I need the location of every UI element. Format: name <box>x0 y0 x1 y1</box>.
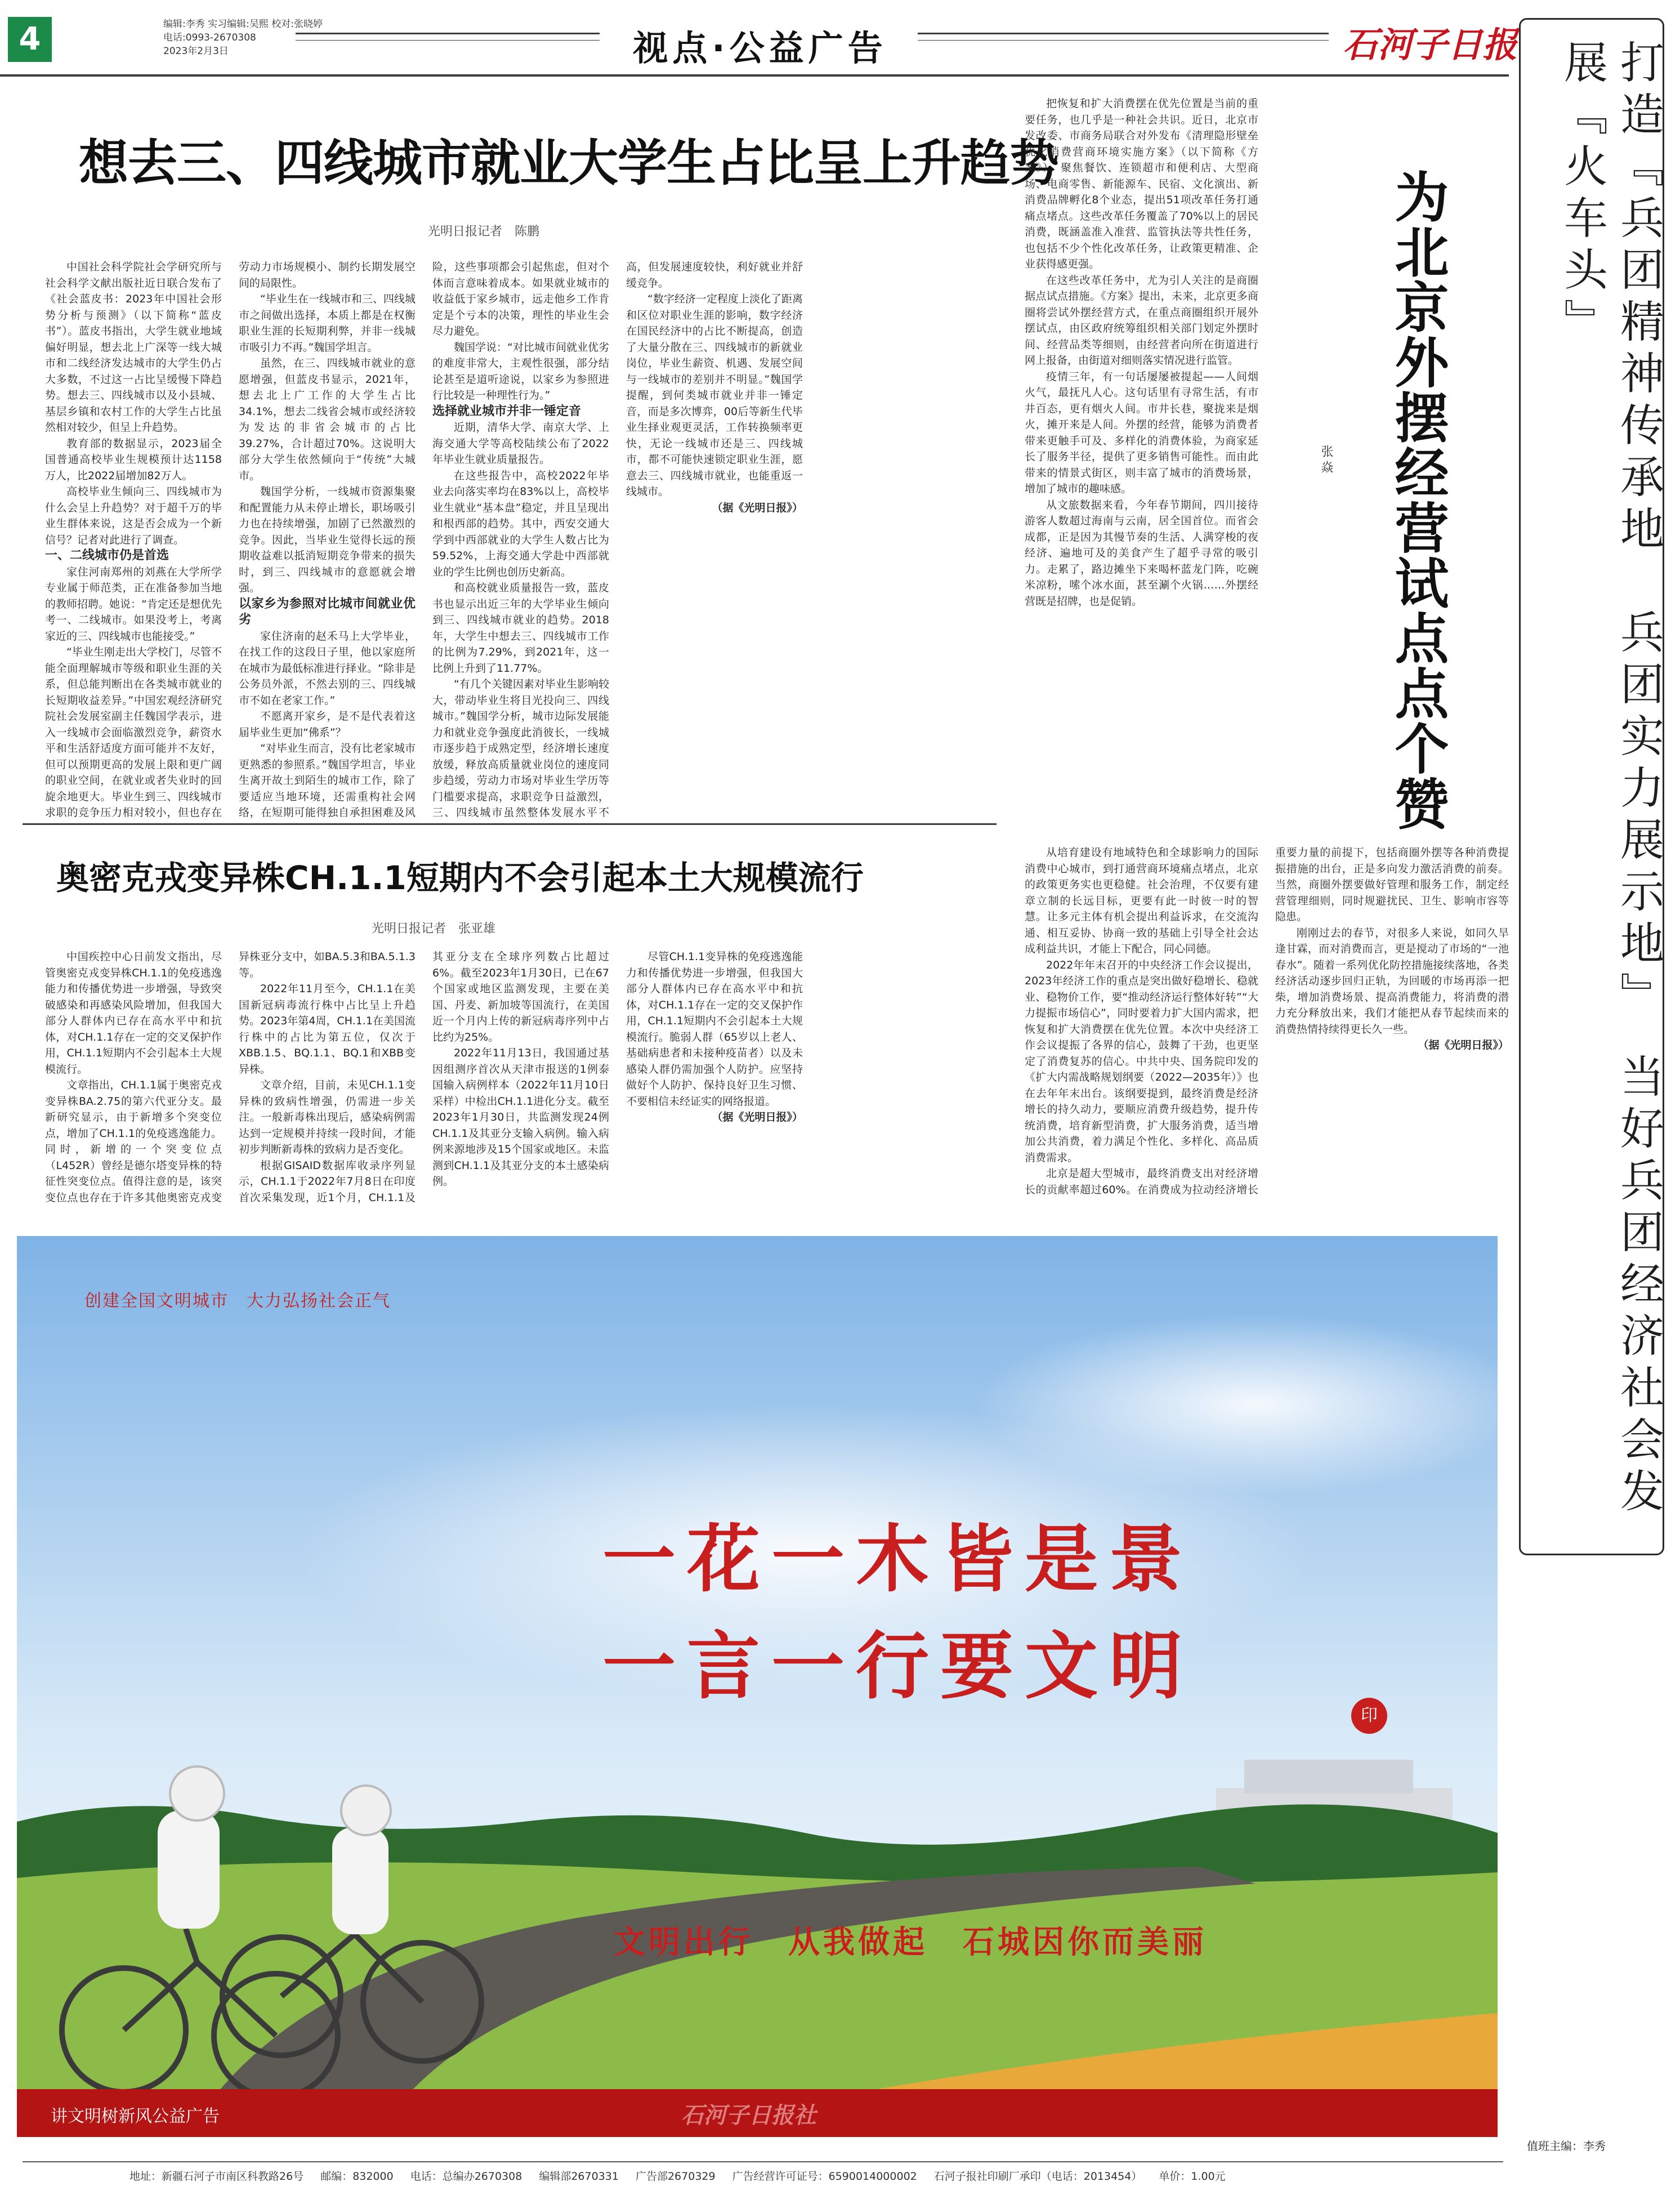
article-1-paragraph: 高校毕业生倾向三、四线城市为什么会呈上升趋势？对于超千万的毕业生群体来说，这是否会成为一个新信号？记者对此进行了调查。 <box>45 485 222 546</box>
ad-footer-logo: 石河子日报社 <box>681 2102 816 2129</box>
article-2-paragraph: 2022年11月13日，我国通过基因组测序首次从天津市报送的1例泰国输入病例样本（2022年11月10日采样）中检出CH.1.1进化分支。截至2023年1月30日，共监测发现24例CH.1.1及其亚分支输入病例。输入病例来源地涉及15个国家或地区。未监测到CH.1.1及其亚分支的本土感染病例。 <box>432 1047 609 1188</box>
article-2-paragraph: 2022年11月至今，CH.1.1在美国新冠病毒流行株中占比呈上升趋势。2023年第4周，CH.1.1在美国流行株中的占比为第五位，仅次于XBB.1.5、BQ.1.1、BQ.1和XBB变异株。 <box>239 983 415 1076</box>
header-rule-right <box>918 33 1329 41</box>
ad-building <box>1244 1760 1413 1794</box>
public-service-ad <box>17 1236 1498 2137</box>
article-2-source: （据《光明日报》） <box>712 1111 803 1123</box>
article-1-paragraph: “数字经济一定程度上淡化了距离和区位对职业生涯的影响，数字经济在国民经济中的占比不断提高，创造了大量分散在三、四线城市的新就业岗位，毕业生薪资、机遇、发展空间与一线城市的差别并不明显。”魏国学提醒，到何类城市就业并非一锤定音，而是多次博弈，00后等新生代毕业生择业观更灵活，工作转换频率更快，无论一线城市还是三、四线城市，都不可能快速锁定职业生涯，愿意去三、四线城市就业，也能重返一线城市。 <box>626 293 803 498</box>
article-1-paragraph: “有几个关键因素对毕业生影响较大，带动毕业生将目光投向三、四线城市。”魏国学分析，城市边际发展能力和就业竞争强度此消彼长，一线城市逐步趋于成熟定型，经济增长速度放缓，释放高质量就业岗位的速度同步趋缓，劳动力市场对毕业生学历等门槛要求提高，求职竞争日益激烈，三、四线城市虽然整体发展水平不高，但发展速度较快，利好就业并舒缓竞争。 <box>432 261 803 819</box>
sidebar-vertical-text: 打造『兵团精神传承地 兵团实力展示地』 当好兵团经济社会发展『火车头』 <box>1557 39 1664 1520</box>
footer-license: 广告经营许可证号：6590014000002 <box>732 2170 917 2183</box>
footer-printer: 石河子报社印刷厂承印（电话：2013454） <box>933 2170 1142 2183</box>
article-3-bottom-text <box>1025 845 1509 1211</box>
ad-headline-2: 一言一行要文明 <box>602 1623 1194 1709</box>
article-3-author: 张焱 <box>1319 445 1333 476</box>
article-3-paragraph: 把恢复和扩大消费摆在优先位置是当前的重要任务，也几乎是一种社会共识。近日，北京市发改委、市商务局联合对外发布《清理隐形壁垒优化消费营商环境实施方案》（以下简称《方案》），聚焦餐饮、连锁超市和便利店、大型商场、电商零售、新能源车、民宿、文化演出、新消费品牌孵化8个业态，提出51项改革任务打通痛点堵点。这些改革任务覆盖了70%以上的居民消费，既涵盖准入准营、监管执法等共性任务，也包括不少个性化改革任务，让政策更精准、企业获得感更强。 <box>1025 97 1258 270</box>
article-2-paragraph: 尽管CH.1.1变异株的免疫逃逸能力和传播优势进一步增强，但我国大部分人群体内已存在高水平中和抗体，对CH.1.1存在一定的交叉保护作用，CH.1.1短期内不会引起本土大规模流行。脆弱人群（65岁以上老人、基础病患者和未接种疫苗者）以及未感染人群仍需加强个人防护。应坚持做好个人防护、保持良好卫生习惯、不要相信未经证实的网络报道。 <box>626 951 803 1108</box>
article-1-paragraph: 近期，清华大学、南京大学、上海交通大学等高校陆续公布了2022年毕业生就业质量报告。 <box>432 421 609 466</box>
article-1-paragraph: “毕业生刚走出大学校门，尽管不能全面理解城市等级和职业生涯的关系，但总能判断出在各类城市就业的长短期收益差异。”中国宏观经济研究院社会发展室副主任魏国学表示，进入一线城市会面临激烈竞争，薪资水平和生活舒适度方面可能并不友好，但可以预期更高的发展上限和更广阔的职业空间，在就业或者失业时的回旋余地更大。毕业生到三、四线城市求职的竞争压力相对较小，但也存在劳动力市场规模小、制约长期发展空间的局限性。 <box>45 261 415 819</box>
article-1-paragraph: 魏国学说：“对比城市间就业优劣的难度非常大，主观性很强，部分结论甚至是道听途说，以家乡为参照进行比较是一种理性行为。” <box>432 341 609 401</box>
article-3-paragraph: 北京是超大型城市，最终消费支出对经济增长的贡献率超过60%。在消费成为拉动经济增长重要力量的前提下，包括商圈外摆等各种消费提振措施的出台，正是多向发力激活消费的前奏。当然，商圈外摆要做好管理和服务工作，制定经营管理细则，同时规避扰民、卫生、影响市容等隐患。 <box>1025 846 1509 1196</box>
duty-editor: 值班主编：李秀 <box>1527 2139 1606 2153</box>
article-1-subheading: 以家乡为参照对比城市间就业优劣 <box>239 596 415 627</box>
footer-rule <box>23 2161 1503 2162</box>
ad-footer-label: 讲文明树新风公益广告 <box>51 2107 220 2126</box>
article-1-paragraph: “毕业生在一线城市和三、四线城市之间做出选择，本质上都是在权衡职业生涯的长短期利弊，并非一线城市吸引力不再。”魏国学坦言。 <box>239 293 415 354</box>
article-2-paragraph: 文章介绍，目前，未见CH.1.1变异株的致病性增强，仍需进一步关注。一般新毒株出现后，感染病例需达到一定规模并持续一段时间，才能初步判断新毒株的致病力是否变化。 <box>239 1079 415 1156</box>
article-3-paragraph: 2022年年末召开的中央经济工作会议提出，2023年经济工作的重点是突出做好稳增长、稳就业、稳物价工作，要“推动经济运行整体好转”“大力提振市场信心”，同时要着力扩大国内需求，把恢复和扩大消费摆在优先位置。本次中央经济工作会议提振了各界的信心，鼓舞了干劲，也更坚定了消费复苏的信心。中共中央、国务院印发的《扩大内需战略规划纲要（2022—2035年）》也在去年年末出台。该纲要提到，最终消费是经济增长的持久动力，要顺应消费升级趋势，提升传统消费，培育新型消费，扩大服务消费，适当增加公共消费，着力满足个性化、多样化、高品质消费需求。 <box>1025 958 1258 1164</box>
article-2-body <box>45 949 997 1208</box>
header-editors: 编辑:李秀 实习编辑:吴熙 校对:张晓婷 <box>163 19 323 30</box>
article-2-paragraph: 中国疾控中心日前发文指出，尽管奥密克戎变异株CH.1.1的免疫逃逸能力和传播优势进一步增强，导致突破感染和再感染风险增加，但我国大部分人群体内已存在高水平中和抗体，对CH.1.1存在一定的交叉保护作用，CH.1.1短期内不会引起本土大规模流行。 <box>45 951 222 1076</box>
article-3 <box>1013 84 1509 1216</box>
article-1-paragraph: 不愿离开家乡，是不是代表着这届毕业生更加“佛系”？ <box>239 710 415 739</box>
article-1-paragraph: 魏国学分析，一线城市资源集聚和配置能力从未停止增长，职场吸引力也在持续增强，加剧了已然激烈的竞争。因此，当毕业生觉得长远的预期收益难以抵消短期竞争带来的损失时，到三、四线城市的意愿就会增强。 <box>239 485 415 594</box>
footer-phone: 电话：总编办2670308 <box>410 2170 522 2183</box>
article-3-paragraph: 从文旅数据来看，今年春节期间，四川接待游客人数超过海南与云南，居全国首位。而省会成都，正是因为其慢节奏的生活、人满穿梭的夜经济、遍地可及的美食产生了超乎寻常的吸引力。走累了，路边摊坐下来喝杯蓝龙门阵，吃碗米凉粉，嗦个冰水面，甚至涮个火锅……外摆经营既是招牌，也是促销。 <box>1025 498 1258 608</box>
divider <box>23 823 997 825</box>
header-phone: 电话:0993-2670308 <box>163 32 256 43</box>
footer-editorial: 编辑部2670331 <box>539 2170 619 2183</box>
article-2-title: 奥密克戎变异株CH.1.1短期内不会引起本土大规模流行 <box>56 859 864 897</box>
ad-slogan-top: 创建全国文明城市 大力弘扬社会正气 <box>84 1291 391 1311</box>
article-2-paragraph: 文章指出，CH.1.1属于奥密克戎变异株BA.2.75的第六代亚分支。最新研究显示，由于新增多个突变位点，增加了CH.1.1的免疫逃逸能力。同时，新增的一个突变位点（L452R）曾经是德尔塔变异株的特征性突变位点。值得注意的是，该突变位点也存在于许多其他奥密克戎变异株亚分支中，如BA.5.3和BA.5.1.3等。 <box>45 951 415 1204</box>
article-1-paragraph: 虽然，在三、四线城市就业的意愿增强，但蓝皮书显示，2021年，想去北上广工作的大学生占比34.1%，想去二线省会城市或经济较为发达的非省会城市的占比39.27%，合计超过70%。这说明大部分大学生依然倾向于“传统”大城市。 <box>239 357 415 482</box>
article-1-body <box>45 259 997 822</box>
ad-rider-helmet <box>341 1786 391 1835</box>
ad-rider <box>158 1810 220 1929</box>
header-rule-left <box>296 33 600 41</box>
article-3-paragraph: 疫情三年，有一句话屡屡被提起——人间烟火气，最抚凡人心。这句话里有寻常生活，有市井百态，更有烟火人间。市井长巷，聚拢来是烟火，摊开来是人间。外摆的经营，能够为消费者带来更触手可及、多样化的消费体验，为商家延长了服务半径，提供了更多销售可能性。而由此带来的情景式街区，则丰富了城市的消费场景，增加了城市的趣味感。 <box>1025 370 1258 495</box>
ad-bottom-slogan: 文明出行 从我做起 石城因你而美丽 <box>614 1924 1207 1961</box>
article-2 <box>17 833 997 1216</box>
ad-rider <box>332 1827 388 1934</box>
footer-postcode: 邮编：832000 <box>320 2170 394 2183</box>
article-1-paragraph: “对毕业生而言，没有比老家城市更熟悉的参照系。”魏国学坦言，毕业生离开故土到陌生的城市工作，除了要适应当地环境，还需重构社会网络，在短期可能得独自承担困难及风险，这些事项都会引起焦虑，但对个体而言意味着成本。如果就业城市的收益低于家乡城市，远走他乡工作肯定是个亏本的决策，理性的毕业生会尽力避免。 <box>239 261 609 819</box>
article-1-title: 想去三、四线城市就业大学生占比呈上升趋势 <box>79 134 1059 192</box>
footer-price: 单价：1.00元 <box>1159 2170 1226 2183</box>
article-2-paragraph: 根据GISAID数据库收录序列显示，CH.1.1于2022年7月8日在印度首次采集发现，近1个月，CH.1.1及其亚分支在全球序列数占比超过6%。截至2023年1月30日，已在67个国家或地区监测发现，主要在美国、丹麦、新加坡等国流行，在美国近一个月内上传的新冠病毒序列中占比约为25%。 <box>239 951 609 1204</box>
article-1-byline: 光明日报记者 陈鹏 <box>428 225 540 239</box>
article-1-subheading: 选择就业城市并非一锤定音 <box>432 404 582 418</box>
header-date: 2023年2月3日 <box>163 46 229 57</box>
article-3-title: 为北京外摆经营试点点个赞 <box>1386 169 1449 831</box>
article-3-source: （据《光明日报》） <box>1418 1039 1509 1051</box>
article-3-paragraph: 刚刚过去的春节，对很多人来说，如同久旱逢甘霖，而对消费而言，更是搅动了市场的“一池春水”。随着一系列优化防控措施接续落地，各类经济活动逐步回归正轨，为回暖的市场再添一把柴，增加消费场景、提高消费能力，将消费的潜力充分释放出来，我们才能把从春节起续而来的消费热情持续得更长久一些。 <box>1275 926 1509 1036</box>
article-3-paragraph: 从培育建设有地域特色和全球影响力的国际消费中心城市，到打通营商环境痛点堵点，北京的政策更务实也更稳健。社会治理，不仅要有建章立制的长远目标，更要有此一时彼一时的智慧。让多元主体有机会提出利益诉求，在交流沟通、相互妥协、协商一致的基础上引导全社会达成利益共识，才能上下配合，同心同德。 <box>1025 846 1258 955</box>
article-1-paragraph: 在这些报告中，高校2022年毕业去向落实率均在83%以上，高校毕业生就业“基本盘”稳定，并且呈现出和根西部的趋势。其中，西安交通大学到中西部就业的大学生人数占比为59.52%，上海交通大学赴中西部就业的学生比例也创历史新高。 <box>432 469 609 578</box>
footer-info <box>129 2168 1503 2186</box>
article-1-paragraph: 家住河南郑州的刘燕在大学所学专业属于师范类，正在准备参加当地的教师招聘。她说：“肯定还是想优先考一、二线城市。如果没考上，考离家近的三、四线城市也能接受。” <box>45 565 222 643</box>
article-1-paragraph: 家住济南的赵禾马上大学毕业，在找工作的这段日子里，他以家庭所在城市为最低标准进行择业。“除非是公务员外派，不然去别的三、四线城市不如在老家工作。” <box>239 630 415 707</box>
ad-headline-1: 一花一木皆是景 <box>602 1516 1194 1602</box>
article-3-top-text <box>1025 96 1258 845</box>
header-bottom-rule <box>0 74 1509 77</box>
article-1-paragraph: 和高校就业质量报告一致，蓝皮书也显示出近三年的大学毕业生倾向到三、四线城市就业的趋势。2018年，大学生中想去三、四线城市工作的比例为7.29%，到2021年，这一比例上升到了11.77%。 <box>432 582 609 675</box>
footer-ads: 广告部2670329 <box>635 2170 716 2183</box>
article-3-paragraph: 在这些改革任务中，尤为引人关注的是商圈据点试点措施。《方案》提出，未来，北京更多商圈将尝试外摆经营方式，在重点商圈组织开展外摆试点，由区政府统筹组织相关部门划定外摆时间、经营品类等细则，由经营者向所在街道进行网上报备，由街道对细则落实情况进行监管。 <box>1025 274 1258 367</box>
article-1-paragraph: 教育部的数据显示，2023届全国普通高校毕业生规模预计达1158万人，比2022届增加82万人。 <box>45 437 222 482</box>
article-1 <box>17 90 1059 822</box>
article-1-paragraph: 中国社会科学院社会学研究所与社会科学文献出版社近日联合发布了《社会蓝皮书：2023年中国社会形势分析与预测》（以下简称“蓝皮书”）。蓝皮书指出，大学生就业地域偏好明显，想去北上广深等一线大城市和二线经济发达城市的大学生仍占大多数，不过这一占比呈缓慢下降趋势。想去三、四线城市以及小县城、基层乡镇和农村工作的大学生占比虽然相对较少，但呈上升趋势。 <box>45 261 222 434</box>
section-title: 视点·公益广告 <box>633 28 887 69</box>
article-1-subheading: 一、二线城市仍是首选 <box>45 548 169 563</box>
page-header <box>0 0 1680 79</box>
ad-seal: 印 <box>1351 1698 1387 1734</box>
masthead-logo: 石河子日报 <box>1343 24 1518 65</box>
ad-rider-helmet <box>170 1766 224 1821</box>
footer-address: 地址：新疆石河子市南区科教路26号 <box>129 2170 304 2183</box>
page-number: 4 <box>19 21 41 57</box>
article-2-byline: 光明日报记者 张亚雄 <box>372 922 496 936</box>
article-1-source: （据《光明日报》） <box>712 501 803 514</box>
